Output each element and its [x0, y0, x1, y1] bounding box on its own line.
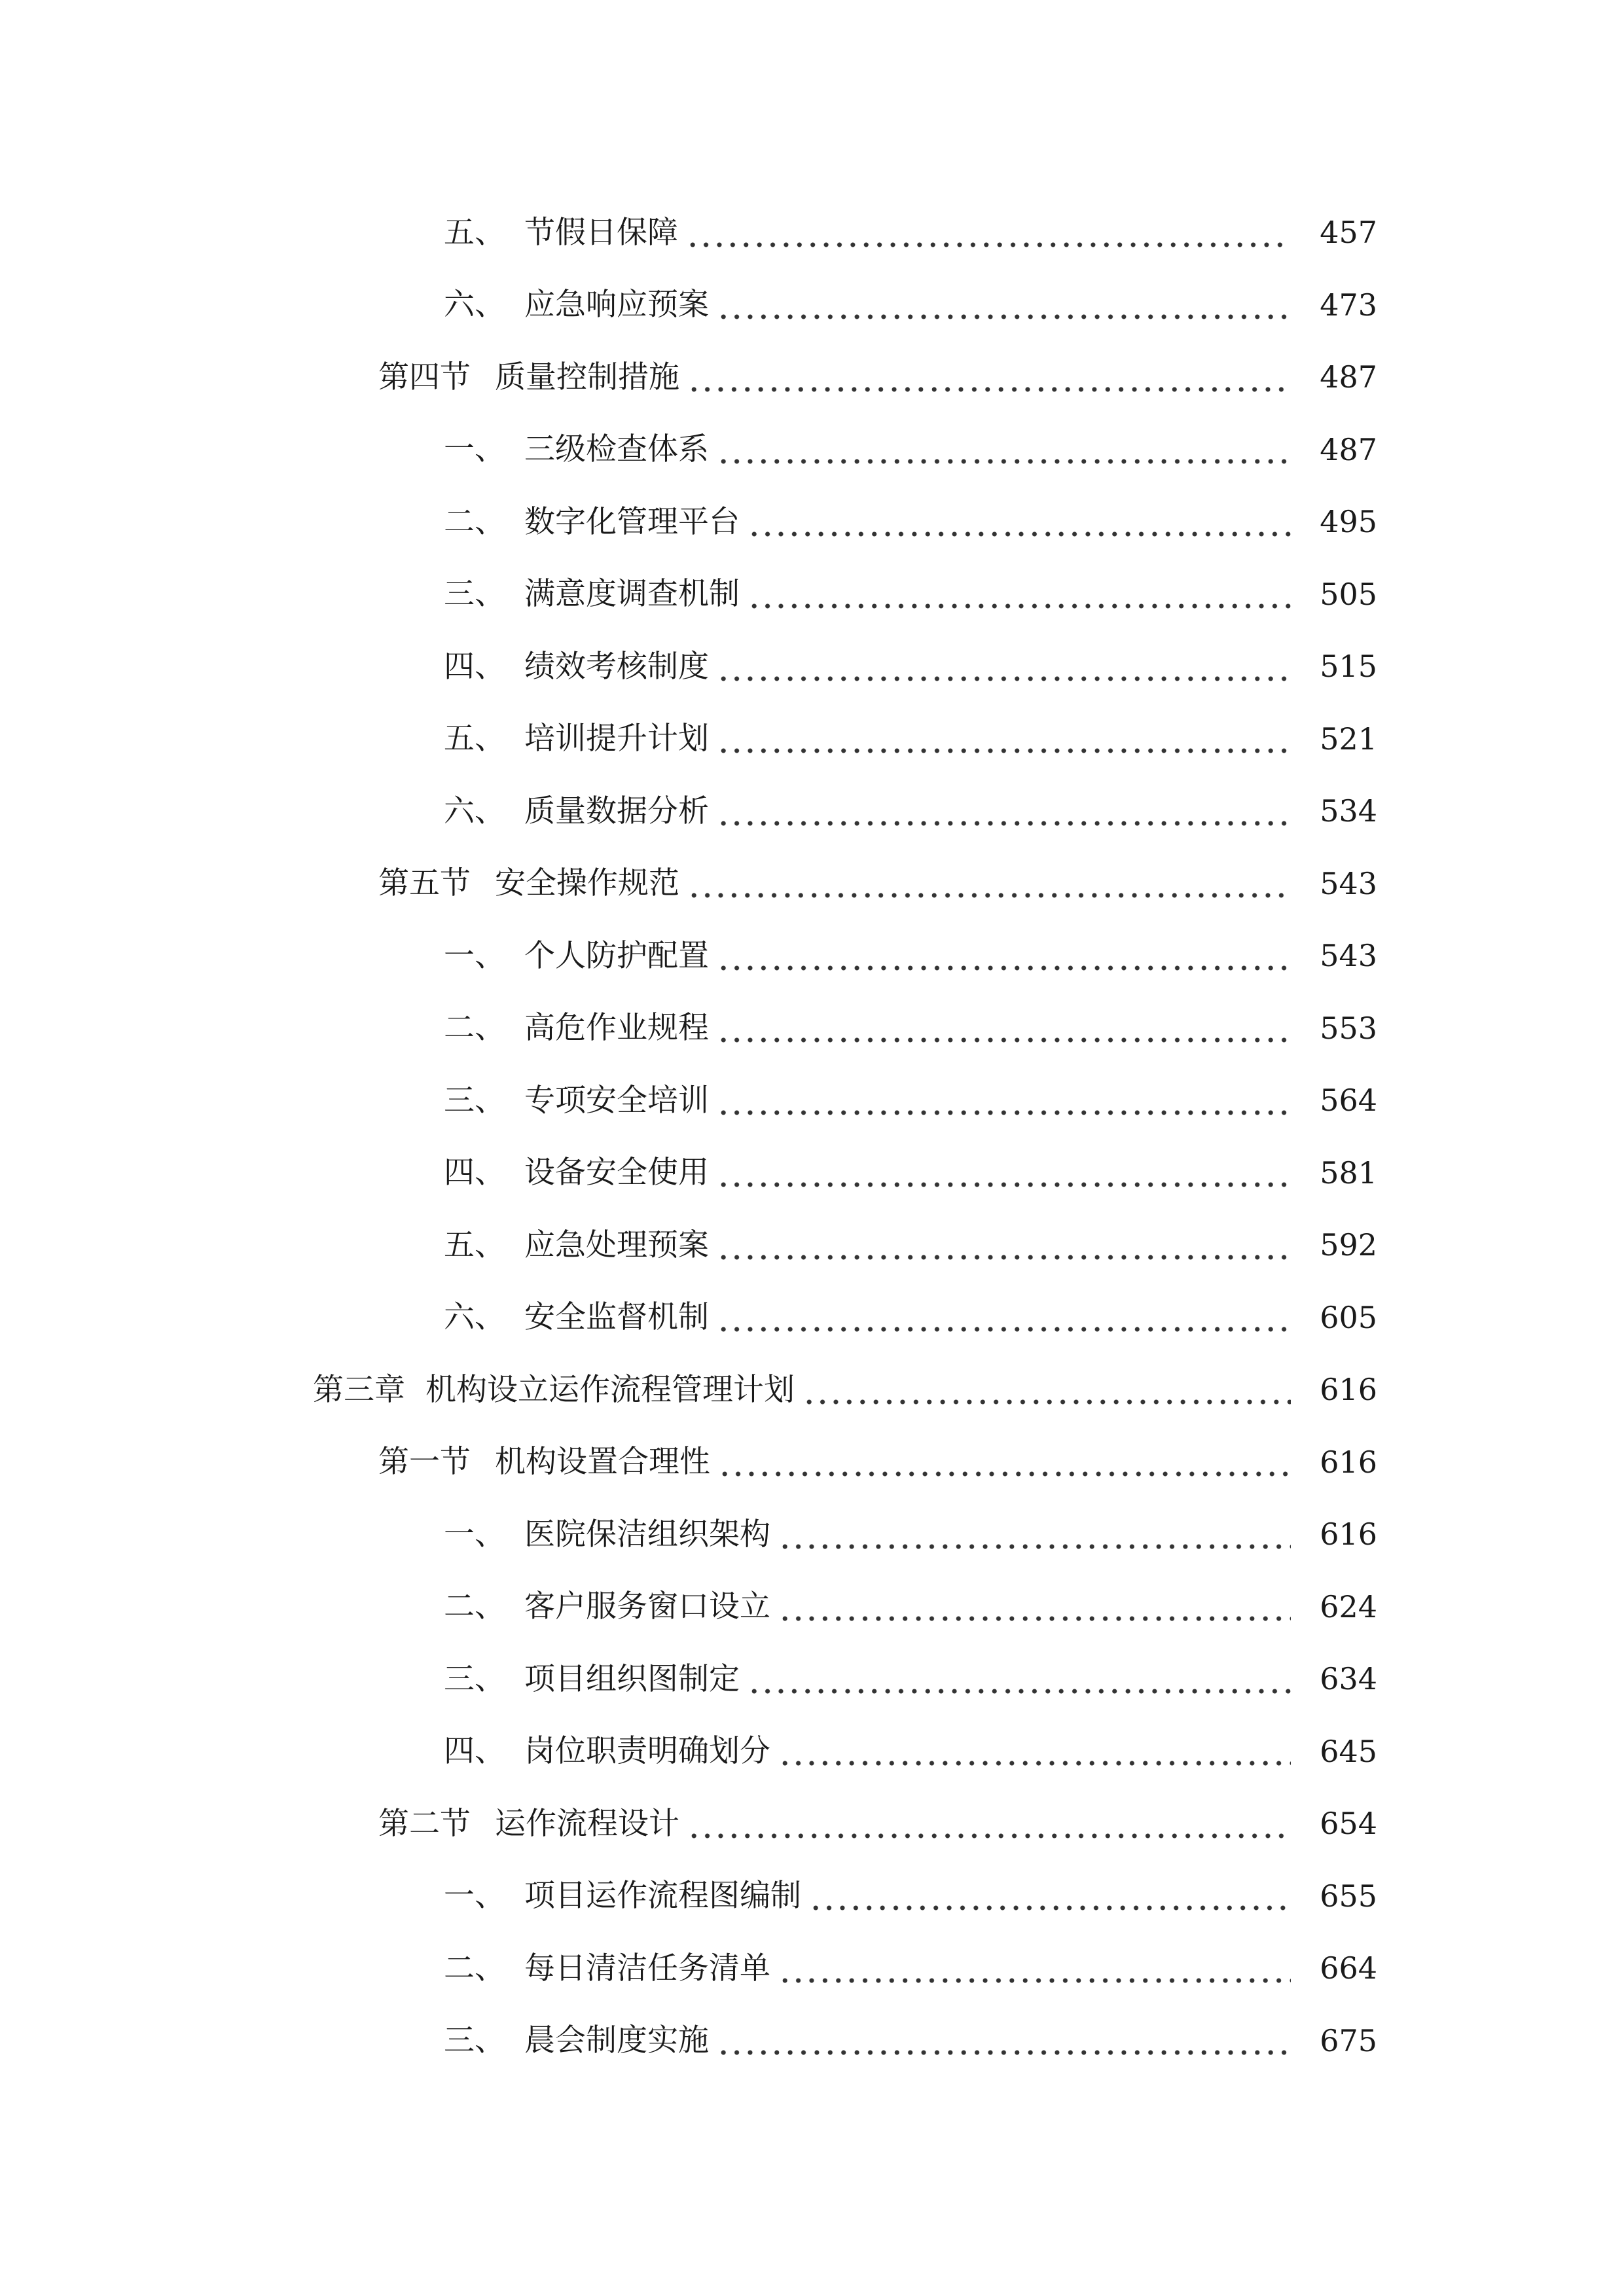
dot-leader [718, 1446, 1291, 1477]
toc-page-number: 487 [1320, 359, 1377, 395]
toc-entry-title: 机构设立运作流程管理计划 [425, 1371, 795, 1408]
toc-page-number: 564 [1320, 1083, 1377, 1119]
dot-leader [717, 2025, 1291, 2056]
toc-entry[interactable] [0, 775, 1624, 848]
toc-entry-title: 质量控制措施 [495, 359, 679, 395]
dot-leader [717, 1302, 1291, 1333]
toc-page-number: 624 [1320, 1588, 1377, 1624]
toc-entry-number: 一、 [444, 431, 505, 468]
dot-leader [717, 434, 1291, 465]
dot-leader [748, 579, 1291, 609]
toc-entry-label [313, 1371, 795, 1408]
toc-page-number: 675 [1320, 2022, 1377, 2058]
toc-page-number: 495 [1320, 504, 1377, 540]
toc-entry-title: 满意度调查机制 [524, 576, 740, 613]
toc-entry[interactable] [0, 1932, 1624, 2005]
toc-page-number: 543 [1320, 865, 1377, 901]
toc-entry[interactable] [0, 1426, 1624, 1499]
toc-entry-number: 二、 [444, 1010, 505, 1047]
toc-entry-number: 第三章 [313, 1371, 405, 1408]
toc-page-number: 654 [1320, 1806, 1377, 1842]
toc-entry-title: 三级检查体系 [524, 431, 709, 468]
toc-entry-number: 六、 [444, 793, 505, 829]
dot-leader [748, 507, 1291, 537]
toc-entry-number: 四、 [444, 1155, 505, 1191]
toc-entry-number: 三、 [444, 1082, 505, 1119]
toc-entry-title: 设备安全使用 [524, 1155, 709, 1191]
dot-leader [717, 1157, 1291, 1188]
toc-entry-title: 客户服务窗口设立 [524, 1588, 770, 1625]
toc-entry[interactable] [0, 196, 1624, 269]
toc-entry-number: 六、 [444, 287, 505, 323]
toc-page-number: 655 [1320, 1878, 1377, 1914]
toc-entry-number: 三、 [444, 2022, 505, 2059]
toc-entry-number: 五、 [444, 214, 505, 251]
toc-entry-label [444, 287, 709, 323]
toc-entry[interactable] [0, 1064, 1624, 1137]
toc-entry-number: 一、 [444, 937, 505, 974]
toc-page-number: 553 [1320, 1010, 1377, 1046]
toc-entry[interactable] [0, 703, 1624, 776]
toc-entry[interactable] [0, 1860, 1624, 1933]
toc-page-number: 487 [1320, 431, 1377, 467]
toc-entry-label [444, 937, 709, 974]
toc-entry-title: 节假日保障 [524, 214, 678, 251]
toc-entry-label [444, 1516, 770, 1552]
dot-leader [778, 1953, 1291, 1984]
toc-page-number: 581 [1320, 1155, 1377, 1191]
toc-entry-title: 高危作业规程 [524, 1010, 709, 1047]
toc-entry-label [378, 1444, 710, 1480]
toc-entry-title: 培训提升计划 [524, 721, 709, 757]
toc-entry-number: 二、 [444, 1950, 505, 1986]
toc-entry-label [444, 503, 740, 540]
toc-entry-number: 五、 [444, 1227, 505, 1263]
dot-leader [803, 1374, 1291, 1405]
toc-entry-title: 岗位职责明确划分 [524, 1733, 770, 1770]
toc-entry-number: 三、 [444, 576, 505, 613]
toc-entry-number: 五、 [444, 721, 505, 757]
dot-leader [687, 868, 1291, 899]
toc-entry[interactable] [0, 269, 1624, 342]
toc-page-number: 534 [1320, 793, 1377, 829]
toc-entry-title: 晨会制度实施 [524, 2022, 709, 2059]
toc-entry-label [444, 431, 709, 468]
toc-entry-label [444, 2022, 709, 2059]
toc-entry[interactable] [0, 414, 1624, 486]
toc-entry[interactable] [0, 2005, 1624, 2077]
toc-page-number: 634 [1320, 1661, 1377, 1697]
toc-entry-title: 项目运作流程图编制 [524, 1878, 801, 1914]
toc-entry-title: 项目组织图制定 [524, 1660, 740, 1697]
toc-entry-label [444, 1950, 770, 1986]
toc-page-number: 645 [1320, 1733, 1377, 1769]
toc-page-number: 543 [1320, 938, 1377, 974]
toc-entry-label [444, 1733, 770, 1770]
toc-entry-title: 安全监督机制 [524, 1299, 709, 1336]
toc-entry[interactable] [0, 920, 1624, 992]
toc-page-number: 457 [1320, 215, 1377, 251]
toc-entry-label [444, 1588, 770, 1625]
toc-entry-label [444, 1878, 801, 1914]
toc-entry-number: 第四节 [378, 359, 471, 395]
toc-entry[interactable] [0, 1282, 1624, 1354]
toc-page-number: 605 [1320, 1299, 1377, 1335]
toc-entry[interactable] [0, 1137, 1624, 1210]
toc-entry-number: 第一节 [378, 1444, 471, 1480]
toc-entry-label [444, 1082, 709, 1119]
toc-entry[interactable] [0, 1354, 1624, 1426]
dot-leader [809, 1880, 1291, 1911]
toc-entry-number: 三、 [444, 1660, 505, 1697]
dot-leader [717, 941, 1291, 971]
toc-entry-label [444, 721, 709, 757]
toc-entry-title: 个人防护配置 [524, 937, 709, 974]
dot-leader [778, 1736, 1291, 1767]
toc-entry[interactable] [0, 1209, 1624, 1282]
toc-entry-title: 运作流程设计 [495, 1805, 679, 1842]
toc-entry-title: 机构设置合理性 [495, 1444, 710, 1480]
dot-leader [717, 1013, 1291, 1043]
toc-entry[interactable] [0, 486, 1624, 558]
dot-leader [717, 1230, 1291, 1261]
toc-entry[interactable] [0, 630, 1624, 703]
toc-entry-label [444, 648, 709, 685]
toc-entry[interactable] [0, 1571, 1624, 1643]
dot-leader [717, 651, 1291, 682]
toc-entry[interactable] [0, 341, 1624, 414]
toc-page-number: 473 [1320, 287, 1377, 323]
toc-page-number: 664 [1320, 1950, 1377, 1986]
toc-entry-label [378, 865, 679, 902]
toc-page-number: 515 [1320, 649, 1377, 685]
toc-entry-label [444, 1660, 740, 1697]
toc-page-number: 616 [1320, 1516, 1377, 1552]
toc-page-number: 505 [1320, 576, 1377, 612]
toc-entry-number: 四、 [444, 648, 505, 685]
dot-leader [717, 289, 1291, 320]
toc-page-number: 521 [1320, 721, 1377, 757]
toc-entry-label [444, 1155, 709, 1191]
toc-entry-number: 第二节 [378, 1805, 471, 1842]
toc-entry[interactable] [0, 1787, 1624, 1860]
dot-leader [717, 796, 1291, 827]
toc-entry-title: 医院保洁组织架构 [524, 1516, 770, 1552]
toc-entry-label [378, 359, 679, 395]
toc-entry[interactable] [0, 848, 1624, 920]
toc-page-number: 592 [1320, 1227, 1377, 1263]
dot-leader [778, 1591, 1291, 1622]
toc-entry-label [444, 1227, 709, 1263]
dot-leader [687, 362, 1291, 393]
toc-entry-number: 四、 [444, 1733, 505, 1770]
toc-entry[interactable] [0, 1643, 1624, 1715]
toc-entry-title: 应急响应预案 [524, 287, 709, 323]
toc-entry-title: 每日清洁任务清单 [524, 1950, 770, 1986]
toc-entry-number: 二、 [444, 1588, 505, 1625]
toc-entry-label [444, 576, 740, 613]
dot-leader [748, 1664, 1291, 1695]
toc-entry-number: 一、 [444, 1516, 505, 1552]
toc-entry-title: 专项安全培训 [524, 1082, 709, 1119]
toc-entry-number: 六、 [444, 1299, 505, 1336]
toc-entry-number: 二、 [444, 503, 505, 540]
toc-entry-title: 安全操作规范 [495, 865, 679, 902]
toc-entry-label [378, 1805, 679, 1842]
toc-page-number: 616 [1320, 1444, 1377, 1480]
toc-entry[interactable] [0, 992, 1624, 1065]
dot-leader [717, 1085, 1291, 1116]
toc-entry-number: 一、 [444, 1878, 505, 1914]
dot-leader [778, 1519, 1291, 1550]
toc-entry[interactable] [0, 1498, 1624, 1571]
table-of-contents [0, 196, 1624, 2077]
toc-entry-label [444, 1299, 709, 1336]
toc-entry-title: 绩效考核制度 [524, 648, 709, 685]
dot-leader [687, 1808, 1291, 1839]
toc-entry-number: 第五节 [378, 865, 471, 902]
toc-entry-title: 应急处理预案 [524, 1227, 709, 1263]
toc-entry-label [444, 1010, 709, 1047]
toc-entry-title: 质量数据分析 [524, 793, 709, 829]
toc-page-number: 616 [1320, 1372, 1377, 1408]
dot-leader [717, 723, 1291, 754]
toc-entry-title: 数字化管理平台 [524, 503, 740, 540]
dot-leader [686, 217, 1291, 248]
toc-entry[interactable] [0, 558, 1624, 631]
toc-entry[interactable] [0, 1715, 1624, 1788]
toc-entry-label [444, 214, 678, 251]
toc-entry-label [444, 793, 709, 829]
